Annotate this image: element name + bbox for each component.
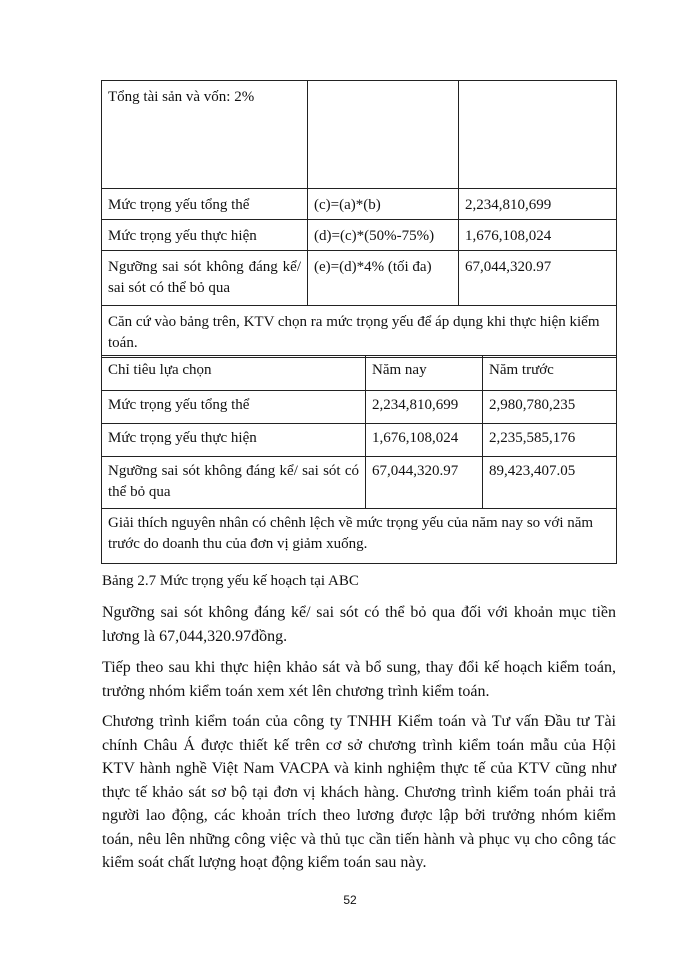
table-row <box>102 81 617 189</box>
table-header-row <box>102 356 617 391</box>
table-cell-value <box>459 81 617 189</box>
table-cell-label: Ngưỡng sai sót không đáng kể/ sai sót có thể bỏ qua <box>102 251 308 306</box>
table-cell-formula: (d)=(c)*(50%-75%) <box>308 220 459 251</box>
table-row <box>102 306 617 358</box>
column-header-criteria: Chỉ tiêu lựa chọn <box>102 356 366 391</box>
table-row <box>102 189 617 220</box>
body-paragraph: Tiếp theo sau khi thực hiện khảo sát và bổ sung, thay đổi kế hoạch kiểm toán, trưởng nhóm kiểm toán xem xét lên chương trình kiểm toán. <box>102 659 616 700</box>
table-cell-last-year: 89,423,407.05 <box>483 457 617 509</box>
body-paragraph: Chương trình kiểm toán của công ty TNHH Kiểm toán và Tư vấn Đầu tư Tài chính Châu Á được thiết kế trên cơ sở chương trình kiểm toán mẫu của Hội KTV hành nghề Việt Nam VACPA và kinh nghiệm thực tế của KTV cũng như thực tế khảo sát sơ bộ tại đơn vị khách hàng. Chương trình kiểm toán phải trả người lao động, các khoản trích theo lương được lập bởi trưởng nhóm kiểm toán, nêu lên những công việc và thủ tục cần tiến hành và phục vụ cho công tác kiểm soát chất lượng hoạt động kiểm toán sau này. <box>102 713 616 871</box>
table-row <box>102 391 617 424</box>
table-cell-value: 1,676,108,024 <box>459 220 617 251</box>
table-cell-this-year: 2,234,810,699 <box>366 391 483 424</box>
table-cell-formula: (e)=(d)*4% (tối đa) <box>308 251 459 306</box>
table-cell-label: Mức trọng yếu thực hiện <box>102 424 366 457</box>
table-cell-formula <box>308 81 459 189</box>
column-header-last-year: Năm trước <box>483 356 617 391</box>
table-row <box>102 509 617 564</box>
materiality-comparison-table <box>101 355 617 564</box>
table-note: Căn cứ vào bảng trên, KTV chọn ra mức trọng yếu để áp dụng khi thực hiện kiểm toán. <box>102 306 617 358</box>
table-row <box>102 457 617 509</box>
table-cell-value: 2,234,810,699 <box>459 189 617 220</box>
table-cell-label: Tổng tài sản và vốn: 2% <box>102 81 308 189</box>
table-cell-last-year: 2,235,585,176 <box>483 424 617 457</box>
table-row <box>102 424 617 457</box>
page-number: 52 <box>343 893 357 907</box>
table-caption: Bảng 2.7 Mức trọng yếu kế hoạch tại ABC <box>102 573 359 589</box>
table-cell-last-year: 2,980,780,235 <box>483 391 617 424</box>
table-cell-formula: (c)=(a)*(b) <box>308 189 459 220</box>
table-row <box>102 251 617 306</box>
table-cell-label: Ngưỡng sai sót không đáng kể/ sai sót có thể bỏ qua <box>102 457 366 509</box>
materiality-calculation-table <box>101 80 617 358</box>
table-cell-this-year: 67,044,320.97 <box>366 457 483 509</box>
table-cell-label: Mức trọng yếu thực hiện <box>102 220 308 251</box>
column-header-this-year: Năm nay <box>366 356 483 391</box>
body-paragraph: Ngưỡng sai sót không đáng kể/ sai sót có thể bỏ qua đối với khoản mục tiền lương là 67,044,320.97đồng. <box>102 604 616 645</box>
table-cell-value: 67,044,320.97 <box>459 251 617 306</box>
table-row <box>102 220 617 251</box>
table-cell-label: Mức trọng yếu tổng thể <box>102 391 366 424</box>
table-cell-this-year: 1,676,108,024 <box>366 424 483 457</box>
table-cell-label: Mức trọng yếu tổng thể <box>102 189 308 220</box>
table-note: Giải thích nguyên nhân có chênh lệch về mức trọng yếu của năm nay so với năm trước do doanh thu của đơn vị giảm xuống. <box>102 509 617 564</box>
